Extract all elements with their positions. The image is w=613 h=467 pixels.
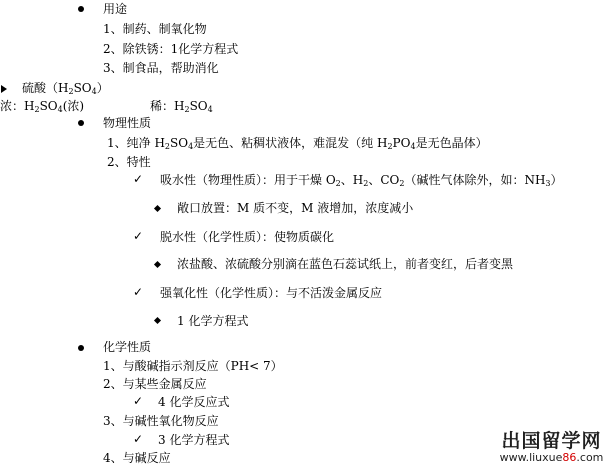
property-dehydrate: 脱水性（化学性质）：使物质碳化 [160,230,335,244]
section-title-uses: 用途 [103,2,128,16]
list-item: 3、与碱性氧化物反应 [103,414,219,428]
list-item: 2、与某些金属反应 [103,377,207,391]
checkmark-icon: ✓ [133,285,144,299]
list-item: 4 化学反应式 [158,395,230,409]
watermark-title: 出国留学网 [501,430,602,452]
property-oxidize: 强氧化性（化学性质）：与不活泼金属反应 [160,286,383,300]
diamond-bullet-icon [154,261,161,268]
property-absorb-detail: 敞口放置：M 质不变，M 液增加，浓度减小 [177,201,414,215]
checkmark-icon: ✓ [133,394,144,408]
checkmark-icon: ✓ [133,432,144,446]
watermark-logo [494,430,609,464]
checkmark-icon: ✓ [133,229,144,243]
checkmark-icon: ✓ [133,172,144,186]
diamond-bullet-icon [154,317,161,324]
acid-dilute: 稀：$H_2SO_4$ [150,99,213,114]
list-item: 3、制食品，帮助消化 [103,61,219,75]
bullet-dot [78,120,84,126]
property-oxidize-detail: 1 化学方程式 [177,314,249,328]
section-title-chemical: 化学性质 [103,340,152,354]
list-item: 1、纯净 $H_2SO_4$是无色、粘稠状液体，难混发（纯 $H_2PO_4$是无色晶体） [107,136,488,151]
watermark-url: www.liuxue86.com [499,451,604,464]
list-item: 1、与酸碱指示剂反应（PH< 7） [103,359,283,373]
list-item: 3 化学方程式 [158,433,230,447]
property-absorb: 吸水性（物理性质）：用于干燥 $O_2$、$H_2$、$CO_2$（碱性气体除外，如：$NH_3$） [160,173,563,188]
list-item: 4、与碱反应 [103,451,171,465]
list-item: 2、除铁锈：1化学方程式 [103,42,239,56]
list-item: 2、特性 [107,155,151,169]
acid-concentrated: 浓：$H_2SO_4$(浓) [0,99,85,114]
arrow-bullet-icon [1,85,7,93]
acid-heading: 硫酸$(H_2SO_4)$ [22,81,109,96]
property-dehydrate-detail: 浓盐酸、浓硫酸分别滴在蓝色石蕊试纸上，前者变红，后者变黑 [177,257,514,271]
bullet-dot [78,6,84,12]
section-title-physical: 物理性质 [103,116,152,130]
list-item: 1、制药、制氧化物 [103,22,207,36]
diamond-bullet-icon [154,205,161,212]
bullet-dot [78,345,84,351]
